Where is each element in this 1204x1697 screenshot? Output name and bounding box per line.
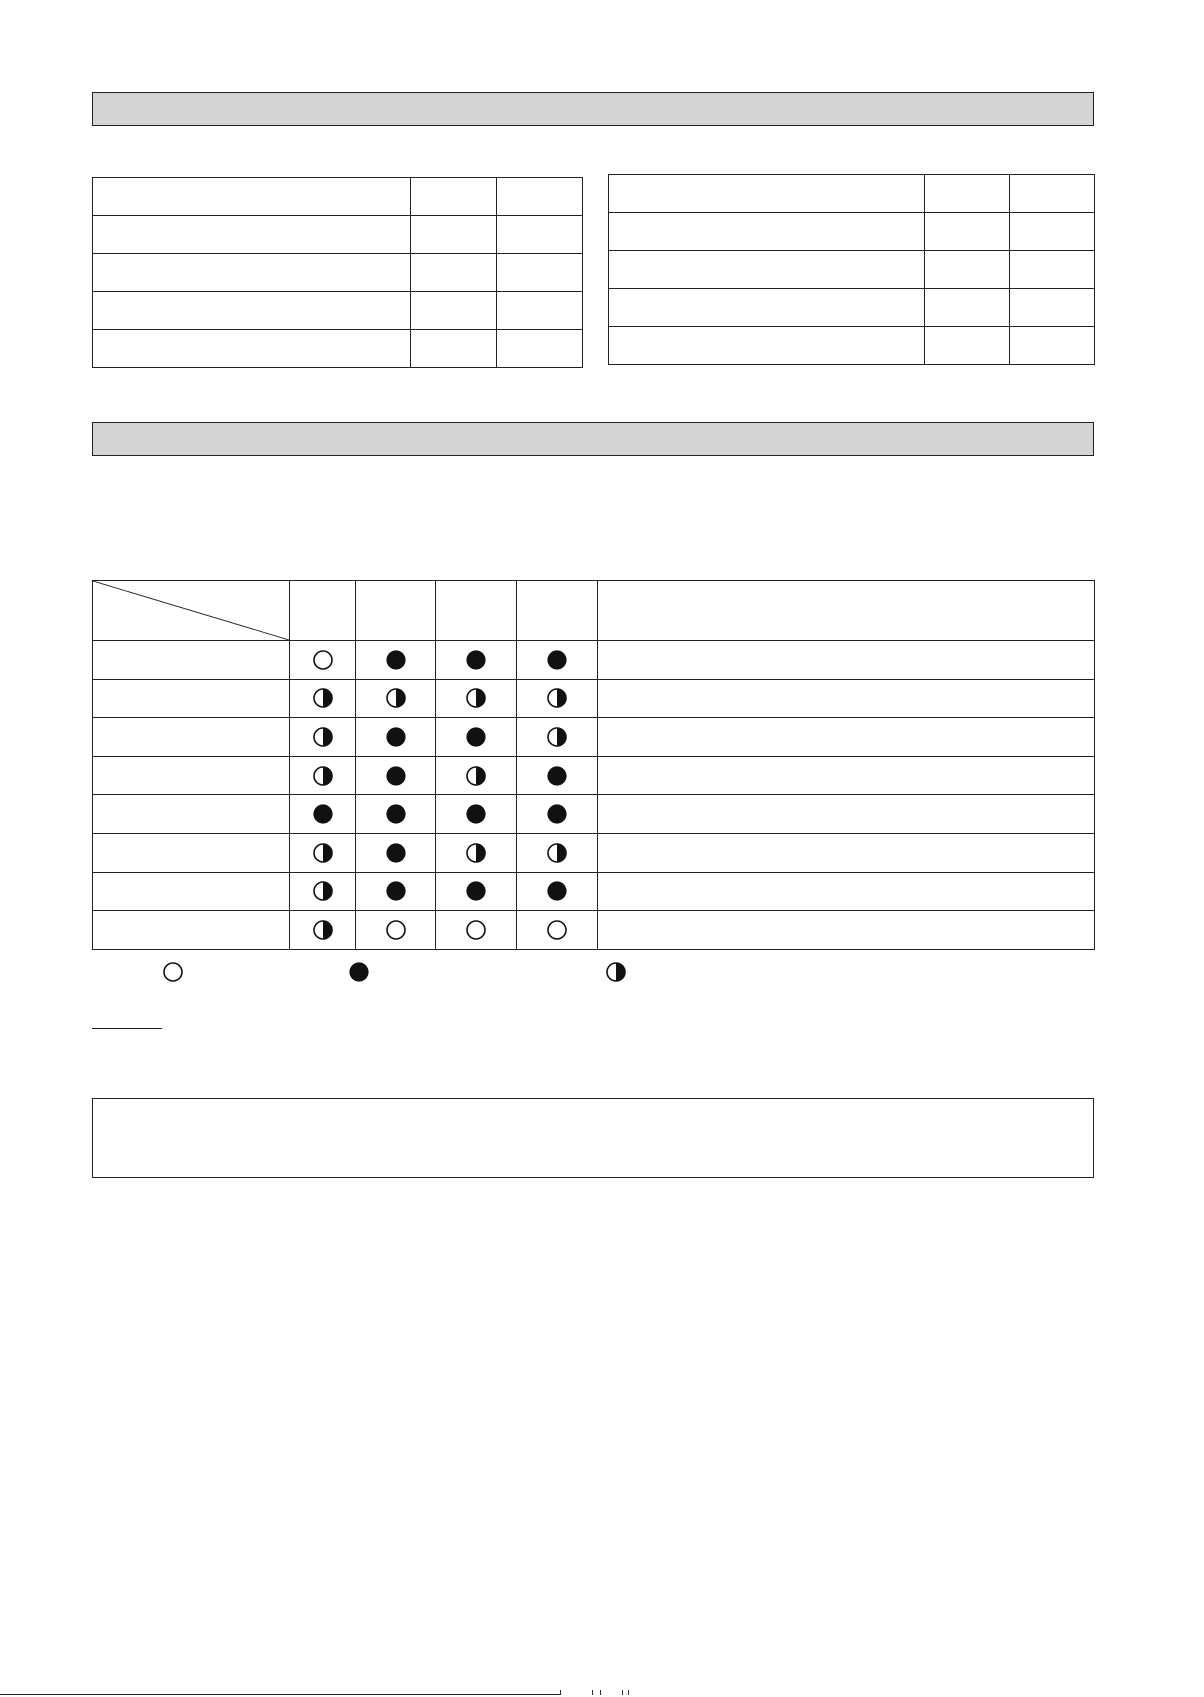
- right-table-cell: [609, 175, 925, 213]
- matrix-column-header: [290, 581, 356, 641]
- half-circle-icon: [385, 687, 407, 709]
- matrix-mark-cell: [436, 911, 517, 950]
- filled-circle-icon: [385, 649, 407, 671]
- filled-circle-icon: [385, 803, 407, 825]
- right-table-cell: [609, 289, 925, 327]
- matrix-row: [93, 641, 1095, 680]
- matrix-mark-cell: [356, 756, 436, 795]
- left-table-cell: [497, 292, 583, 330]
- matrix-mark-cell: [290, 679, 356, 718]
- right-table-cell: [609, 327, 925, 365]
- footer-tick-3: [600, 1690, 601, 1695]
- matrix-row-label: [93, 795, 290, 834]
- filled-circle-icon: [546, 880, 568, 902]
- matrix-remark-cell: [598, 641, 1095, 680]
- open-circle-icon: [312, 649, 334, 671]
- matrix-remark-cell: [598, 718, 1095, 757]
- matrix-mark-cell: [356, 911, 436, 950]
- filled-circle-icon: [385, 842, 407, 864]
- note-box: [92, 1098, 1094, 1178]
- half-circle-icon: [465, 842, 487, 864]
- right-table-row: [609, 175, 1095, 213]
- half-circle-icon: [312, 687, 334, 709]
- matrix-row: [93, 679, 1095, 718]
- right-table-cell: [925, 213, 1010, 251]
- open-circle-icon: [385, 919, 407, 941]
- matrix-mark-cell: [290, 833, 356, 872]
- left-table-cell: [497, 330, 583, 368]
- filled-circle-icon: [385, 726, 407, 748]
- matrix-row: [93, 756, 1095, 795]
- matrix-row-label: [93, 911, 290, 950]
- matrix-remark-cell: [598, 795, 1095, 834]
- left-table-cell: [497, 216, 583, 254]
- left-table-cell: [93, 254, 411, 292]
- matrix-mark-cell: [356, 718, 436, 757]
- right-table-row: [609, 251, 1095, 289]
- half-circle-icon: [312, 765, 334, 787]
- right-table-cell: [925, 327, 1010, 365]
- matrix-remark-cell: [598, 756, 1095, 795]
- filled-circle-icon: [546, 765, 568, 787]
- matrix-mark-cell: [436, 872, 517, 911]
- matrix-mark-cell: [356, 795, 436, 834]
- half-circle-icon: [465, 687, 487, 709]
- half-circle-icon: [312, 842, 334, 864]
- left-table-cell: [411, 292, 497, 330]
- spec-table-left: [92, 177, 583, 368]
- matrix-remark-cell: [598, 679, 1095, 718]
- left-table-row: [93, 292, 583, 330]
- right-table-cell: [925, 289, 1010, 327]
- right-table-row: [609, 213, 1095, 251]
- matrix-mark-cell: [436, 718, 517, 757]
- half-circle-icon: [465, 765, 487, 787]
- matrix-mark-cell: [517, 795, 598, 834]
- section-header-bar-2: [92, 422, 1094, 456]
- matrix-mark-cell: [517, 641, 598, 680]
- left-table-cell: [411, 330, 497, 368]
- left-table-cell: [411, 254, 497, 292]
- matrix-row: [93, 872, 1095, 911]
- filled-circle-icon: [312, 803, 334, 825]
- matrix-mark-cell: [290, 795, 356, 834]
- right-table-cell: [609, 251, 925, 289]
- left-table-row: [93, 178, 583, 216]
- left-table-cell: [411, 178, 497, 216]
- matrix-mark-cell: [436, 795, 517, 834]
- half-circle-icon: [312, 919, 334, 941]
- matrix-mark-cell: [356, 872, 436, 911]
- matrix-mark-cell: [290, 872, 356, 911]
- footer-tick-2: [592, 1690, 593, 1695]
- matrix-row-label: [93, 679, 290, 718]
- matrix-row-label: [93, 872, 290, 911]
- matrix-column-header: [517, 581, 598, 641]
- diagonal-divider: [93, 581, 289, 640]
- left-table-cell: [497, 254, 583, 292]
- compatibility-matrix: [92, 580, 1095, 950]
- matrix-remark-cell: [598, 833, 1095, 872]
- section-header-bar-1: [92, 92, 1094, 126]
- matrix-row: [93, 795, 1095, 834]
- half-circle-icon: [605, 961, 627, 983]
- left-table-row: [93, 254, 583, 292]
- matrix-row-label: [93, 718, 290, 757]
- matrix-mark-cell: [436, 833, 517, 872]
- half-circle-icon: [312, 726, 334, 748]
- left-table-row: [93, 216, 583, 254]
- footer-rule: [0, 1694, 560, 1695]
- matrix-mark-cell: [436, 641, 517, 680]
- open-circle-icon: [465, 919, 487, 941]
- half-circle-icon: [546, 726, 568, 748]
- matrix-mark-cell: [517, 718, 598, 757]
- open-circle-icon: [162, 961, 184, 983]
- matrix-row-label: [93, 641, 290, 680]
- right-table-cell: [1010, 175, 1095, 213]
- filled-circle-icon: [546, 649, 568, 671]
- filled-circle-icon: [385, 765, 407, 787]
- matrix-column-header: [436, 581, 517, 641]
- filled-circle-icon: [465, 649, 487, 671]
- right-table-cell: [1010, 289, 1095, 327]
- matrix-mark-cell: [290, 756, 356, 795]
- matrix-mark-cell: [356, 641, 436, 680]
- left-table-row: [93, 330, 583, 368]
- matrix-corner-cell: [93, 581, 290, 641]
- footer-tick-5: [628, 1690, 629, 1695]
- right-table-cell: [1010, 327, 1095, 365]
- filled-circle-icon: [465, 803, 487, 825]
- half-circle-icon: [312, 880, 334, 902]
- right-table-cell: [1010, 251, 1095, 289]
- footer-tick-4: [622, 1690, 623, 1695]
- matrix-row: [93, 833, 1095, 872]
- matrix-mark-cell: [436, 679, 517, 718]
- left-table-cell: [93, 292, 411, 330]
- matrix-row-label: [93, 833, 290, 872]
- right-table-row: [609, 327, 1095, 365]
- filled-circle-icon: [348, 961, 370, 983]
- filled-circle-icon: [385, 880, 407, 902]
- matrix-row: [93, 718, 1095, 757]
- footer-tick-1: [560, 1690, 561, 1695]
- left-table-cell: [93, 178, 411, 216]
- legend-item-half: [605, 961, 627, 983]
- left-table-cell: [93, 216, 411, 254]
- matrix-remark-cell: [598, 911, 1095, 950]
- filled-circle-icon: [546, 803, 568, 825]
- note-heading-underline: [92, 1028, 162, 1029]
- filled-circle-icon: [465, 880, 487, 902]
- right-table-cell: [925, 175, 1010, 213]
- matrix-row-label: [93, 756, 290, 795]
- open-circle-icon: [546, 919, 568, 941]
- matrix-mark-cell: [436, 756, 517, 795]
- matrix-mark-cell: [517, 756, 598, 795]
- spec-table-right: [608, 174, 1095, 365]
- right-table-cell: [609, 213, 925, 251]
- matrix-mark-cell: [356, 833, 436, 872]
- matrix-column-header: [598, 581, 1095, 641]
- matrix-mark-cell: [517, 872, 598, 911]
- matrix-mark-cell: [290, 641, 356, 680]
- right-table-cell: [1010, 213, 1095, 251]
- filled-circle-icon: [465, 726, 487, 748]
- legend-item-open: [162, 961, 184, 983]
- matrix-mark-cell: [517, 911, 598, 950]
- half-circle-icon: [546, 842, 568, 864]
- matrix-header-row: [93, 581, 1095, 641]
- matrix-mark-cell: [517, 679, 598, 718]
- matrix-mark-cell: [290, 718, 356, 757]
- matrix-mark-cell: [356, 679, 436, 718]
- matrix-column-header: [356, 581, 436, 641]
- matrix-mark-cell: [517, 833, 598, 872]
- right-table-row: [609, 289, 1095, 327]
- half-circle-icon: [546, 687, 568, 709]
- matrix-mark-cell: [290, 911, 356, 950]
- right-table-cell: [925, 251, 1010, 289]
- left-table-cell: [93, 330, 411, 368]
- matrix-remark-cell: [598, 872, 1095, 911]
- left-table-cell: [497, 178, 583, 216]
- matrix-row: [93, 911, 1095, 950]
- legend-item-filled: [348, 961, 370, 983]
- left-table-cell: [411, 216, 497, 254]
